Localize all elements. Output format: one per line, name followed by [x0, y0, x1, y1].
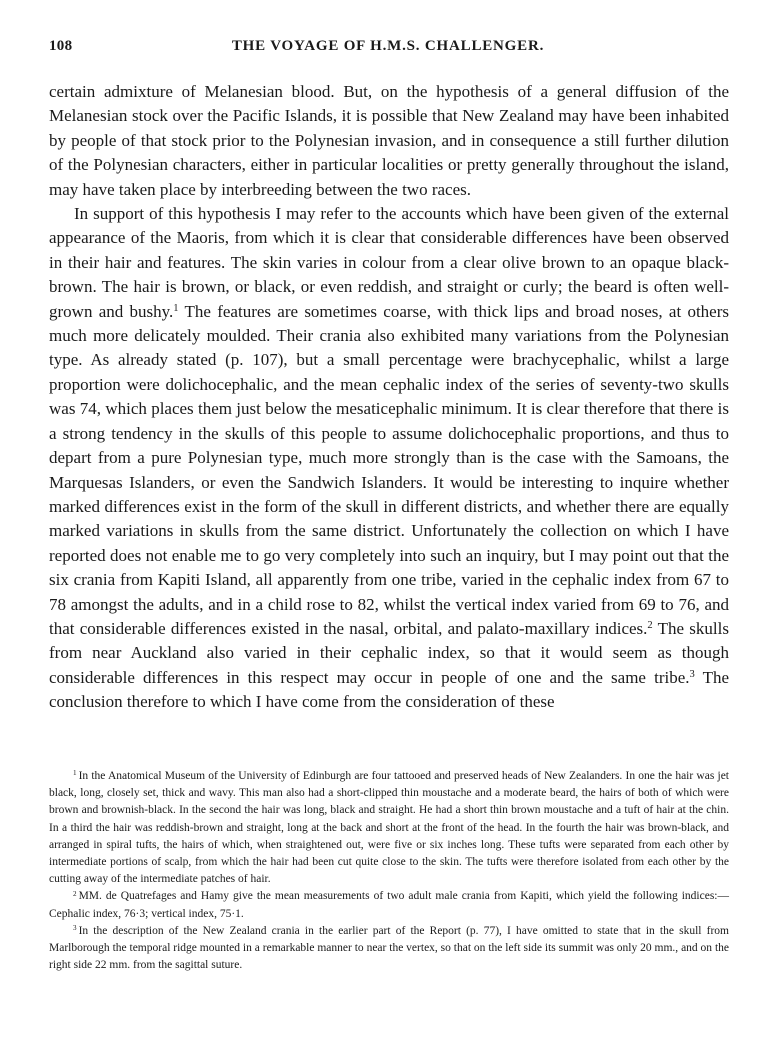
- footnote-1: [49, 768, 729, 888]
- paragraph-1: certain admixture of Melanesian blood. But, on the hypothesis of a general diffusion of the Melanesian stock over the Pacific Islands, it is possible that New Zealand may have been inhabited by people of that stock prior to the Polynesian invasion, and in consequence a still further dilution of the Polynesian characters, either in particular localities or pretty generally throughout the island, may have taken place by interbreeding between the two races.: [49, 82, 729, 199]
- footnote-3: [49, 923, 729, 975]
- footnote-2: [49, 888, 729, 922]
- footnote-3-mark: 3: [73, 923, 77, 932]
- page-number: 108: [49, 38, 73, 54]
- footnote-1-mark: 1: [73, 769, 77, 778]
- paragraph-2-part-d: The conclusion therefore to which I have come from the consideration of these: [49, 667, 729, 712]
- running-head: [49, 38, 727, 62]
- running-title: THE VOYAGE OF H.M.S. CHALLENGER.: [231, 38, 545, 54]
- main-text: [49, 80, 729, 715]
- footnote-ref-1[interactable]: 1: [173, 302, 179, 314]
- paragraph-2-part-a: In support of this hypothesis I may refer to the accounts which have been given of the external appearance of the Maoris, from which it is clear that considerable differences have been observed in their hair and features. The skin varies in colour from a clear olive brown to an opaque black-brown. The hair is brown, or black, or even reddish, and straight or curly; the beard is often well-grown and bushy.: [49, 204, 729, 321]
- footnote-ref-2[interactable]: 2: [647, 620, 653, 632]
- footnote-2-text: MM. de Quatrefages and Hamy give the mean measurements of two adult male crania from Kapiti, which yield the following indices:—Cephalic index, 76·3; vertical index, 75·1.: [49, 890, 729, 920]
- paragraph-2: [49, 202, 729, 715]
- footnote-1-text: In the Anatomical Museum of the University of Edinburgh are four tattooed and preserved heads of New Zealanders. In one the hair was jet black, long, closely set, thick and wavy. This man also had a short-clipped thin moustache and a moderate beard, the hairs of both of which were brown and brownish-black. In the second the hair was long, black and straight. He had a short thin brown moustache and a tuft of hair at the chin. In a third the hair was reddish-brown and straight, long at the back and short at the front of the head. In the fourth the hair was brown-black, and arranged in spiral tufts, the hairs of which, when straightened out, were five or six inches long. These tufts were separated from each other by intermediate portions of scalp, from which the hair had been cut quite close to the skin. The tufts were therefore isolated from each other by the cutting away of the intermediate patches of hair.: [49, 770, 729, 886]
- footnotes: [49, 768, 729, 974]
- footnote-3-text: In the description of the New Zealand crania in the earlier part of the Report (p. 77), I have omitted to state that in the skull from Marlborough the temporal ridge mounted in a remarkable manner to near the vertex, so that on the left side its summit was only 20 mm., and on the right side 22 mm. from the sagittal suture.: [49, 924, 729, 972]
- footnote-ref-3[interactable]: 3: [689, 668, 695, 680]
- paragraph-2-part-c: The skulls from near Auckland also varied in their cephalic index, so that it would seem as though considerable differences in this respect may occur in people of one and the same tribe.: [49, 618, 729, 687]
- paragraph-2-part-b: The features are sometimes coarse, with thick lips and broad noses, at others much more delicately moulded. Their crania also exhibited many variations from the Polynesian type. As already stated (p. 107), but a small percentage were brachycephalic, whilst a large proportion were dolichocephalic, and the mean cephalic index of the series of seventy-two skulls was 74, which places them just below the mesaticephalic minimum. It is clear therefore that there is a strong tendency in the skulls of this people to assume dolichocephalic proportions, and thus to depart from a pure Polynesian type, much more strongly than is the case with the Samoans, the Marquesas Islanders, or even the Sandwich Islanders. It would be interesting to inquire whether marked differences exist in the form of the skull in different districts, and whether there are equally marked variations in skulls from the same district. Unfortunately the collection on which I have reported does not enable me to go very completely into such an inquiry, but I may point out that the six crania from Kapiti Island, all apparently from one tribe, varied in the cephalic index from 67 to 78 amongst the adults, and in a child rose to 82, whilst the vertical index varied from 69 to 76, and that considerable differences existed in the nasal, orbital, and palato-maxillary indices.: [49, 301, 730, 638]
- footnote-2-mark: 2: [73, 889, 77, 898]
